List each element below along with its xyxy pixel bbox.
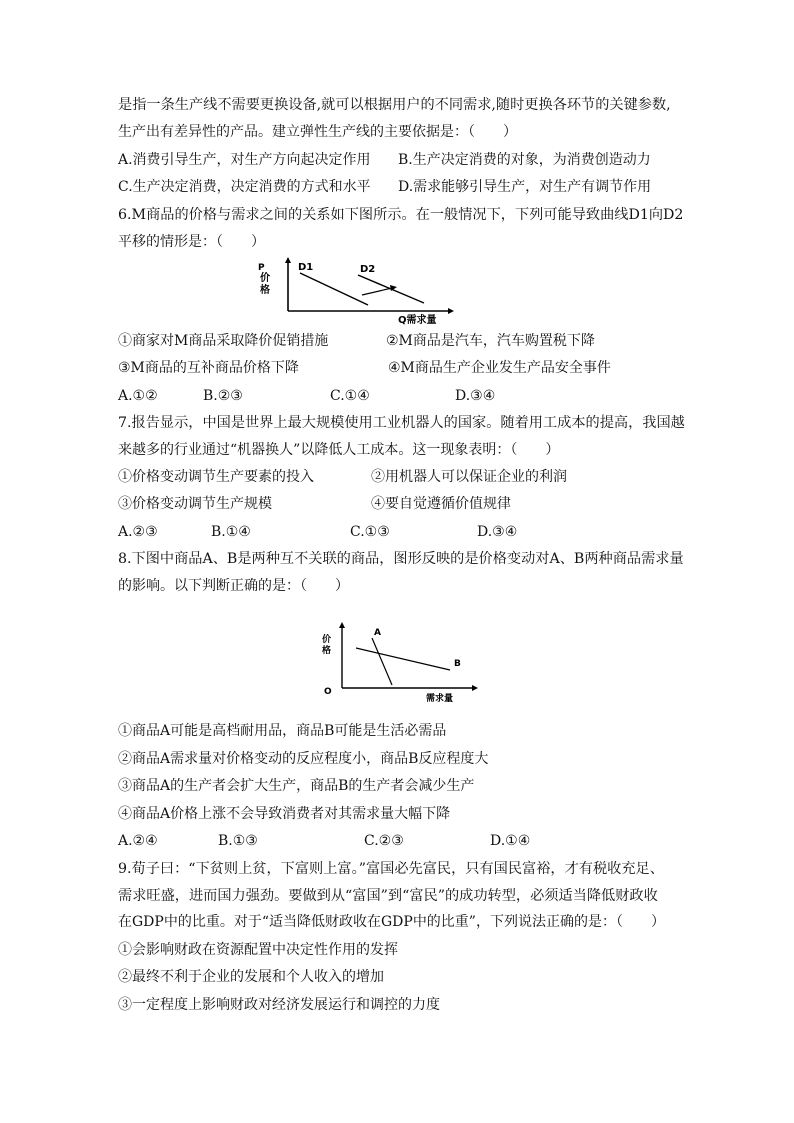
q7-statement-2: ②用机器人可以保证企业的利润 [371, 469, 567, 485]
q7-stem-line2: 来越多的行业通过“机器换人”以降低人工成本。这一现象表明：（ ） [118, 442, 560, 458]
q8-stem-line1: 8.下图中商品A、B是两种互不关联的商品，图形反映的是价格变动对A、B两种商品需求量 [118, 551, 684, 567]
q6-statement-2: ②M商品是汽车，汽车购置税下降 [386, 333, 595, 349]
q5-option-a: A.消费引导生产，对生产方向起决定作用 [118, 152, 371, 168]
q7-stem-line1: 7.报告显示，中国是世界上最大规模使用工业机器人的国家。随着用工成本的提高，我国越 [118, 415, 685, 431]
q9-statement-1: ①会影响财政在资源配置中决定性作用的发挥 [118, 942, 398, 958]
q8-option-c: C.②③ [364, 833, 404, 849]
q7-statement-3: ③价格变动调节生产规模 [118, 496, 272, 512]
q8-y-axis-arrow [339, 622, 345, 628]
q9-statement-3: ③一定程度上影响财政对经济发展运行和调控的力度 [118, 997, 440, 1013]
q8-y-label-2: 格 [322, 646, 332, 656]
q9-stem-line2: 需求旺盛，进而国力强劲。要做到从“富国”到“富民”的成功转型，必须适当降低财政收 [118, 888, 658, 904]
q6-option-b: B.②③ [203, 388, 243, 404]
q6-y-label-2: 格 [260, 285, 270, 296]
q6-demand-figure [250, 255, 465, 327]
q8-origin-label: O [324, 687, 332, 697]
q8-curve-label-b: B [454, 659, 461, 669]
q6-curve-label-d2: D2 [360, 264, 376, 275]
q5-option-d: D.需求能够引导生产，对生产有调节作用 [398, 179, 652, 195]
q6-y-label-1: 价 [260, 273, 270, 284]
q9-statement-2: ②最终不利于企业的发展和个人收入的增加 [118, 969, 384, 985]
q6-x-label: Q需求量 [398, 315, 437, 326]
q8-stem-line2: 的影响。以下判断正确的是：（ ） [118, 578, 349, 594]
q9-stem-line1: 9.荀子曰：“下贫则上贫，下富则上富。”富国必先富民，只有国民富裕，才有税收充足、 [118, 861, 664, 877]
q7-option-b: B.①④ [211, 524, 251, 540]
q6-stem-line2: 平移的情形是：（ ） [118, 234, 265, 250]
q5-option-c: C.生产决定消费，决定消费的方式和水平 [118, 179, 371, 195]
q6-curve-d1 [300, 273, 368, 305]
q9-stem-line3: 在GDP中的比重。对于“适当降低财政收在GDP中的比重”，下列说法正确的是：（ ） [118, 914, 665, 930]
q8-option-a: A.②④ [118, 833, 158, 849]
q8-demand-figure [316, 618, 486, 702]
q8-statement-3: ③商品A的生产者会扩大生产，商品B的生产者会减少生产 [118, 778, 475, 794]
q8-option-b: B.①③ [218, 833, 258, 849]
q8-curve-label-a: A [374, 628, 381, 638]
q6-stem-line1: 6.M商品的价格与需求之间的关系如下图所示。在一般情况下，下列可能导致曲线D1向D2 [118, 207, 684, 223]
q8-option-d: D.①④ [490, 833, 531, 849]
q7-option-a: A.②③ [118, 524, 158, 540]
q6-statement-4: ④M商品生产企业发生产品安全事件 [388, 360, 611, 376]
q6-y-label-p: P [258, 263, 265, 273]
q8-statement-4: ④商品A价格上涨不会导致消费者对其需求量大幅下降 [118, 806, 451, 822]
q8-y-label-1: 价 [322, 635, 332, 645]
q8-curve-b [356, 648, 450, 670]
q6-curve-label-d1: D1 [298, 262, 314, 273]
q8-statement-1: ①商品A可能是高档耐用品，商品B可能是生活必需品 [118, 723, 447, 739]
q7-statement-1: ①价格变动调节生产要素的投入 [118, 469, 314, 485]
q5-option-b: B.生产决定消费的对象，为消费创造动力 [398, 152, 651, 168]
q7-statement-4: ④要自觉遵循价值规律 [371, 496, 511, 512]
q6-statement-1: ①商家对M商品采取降价促销措施 [118, 333, 329, 349]
q8-x-axis-arrow [472, 685, 478, 691]
q7-option-c: C.①③ [350, 524, 390, 540]
q6-option-c: C.①④ [330, 388, 370, 404]
q7-option-d: D.③④ [477, 524, 518, 540]
q6-shift-arrow-line [362, 288, 392, 295]
q8-statement-2: ②商品A需求量对价格变动的反应程度小，商品B反应程度大 [118, 751, 489, 767]
q5-stem-line1: 是指一条生产线不需要更换设备,就可以根据用户的不同需求,随时更换各环节的关键参数, [118, 97, 671, 113]
q6-option-d: D.③④ [455, 388, 496, 404]
q8-curve-a [372, 638, 392, 685]
q6-y-axis-arrow [285, 257, 291, 263]
q6-statement-3: ③M商品的互补商品价格下降 [118, 360, 299, 376]
q6-x-axis-arrow [448, 308, 454, 314]
q8-x-label: 需求量 [426, 694, 454, 702]
q6-option-a: A.①② [118, 388, 158, 404]
q5-stem-line2: 生产出有差异性的产品。建立弹性生产线的主要依据是：（ ） [118, 124, 517, 140]
